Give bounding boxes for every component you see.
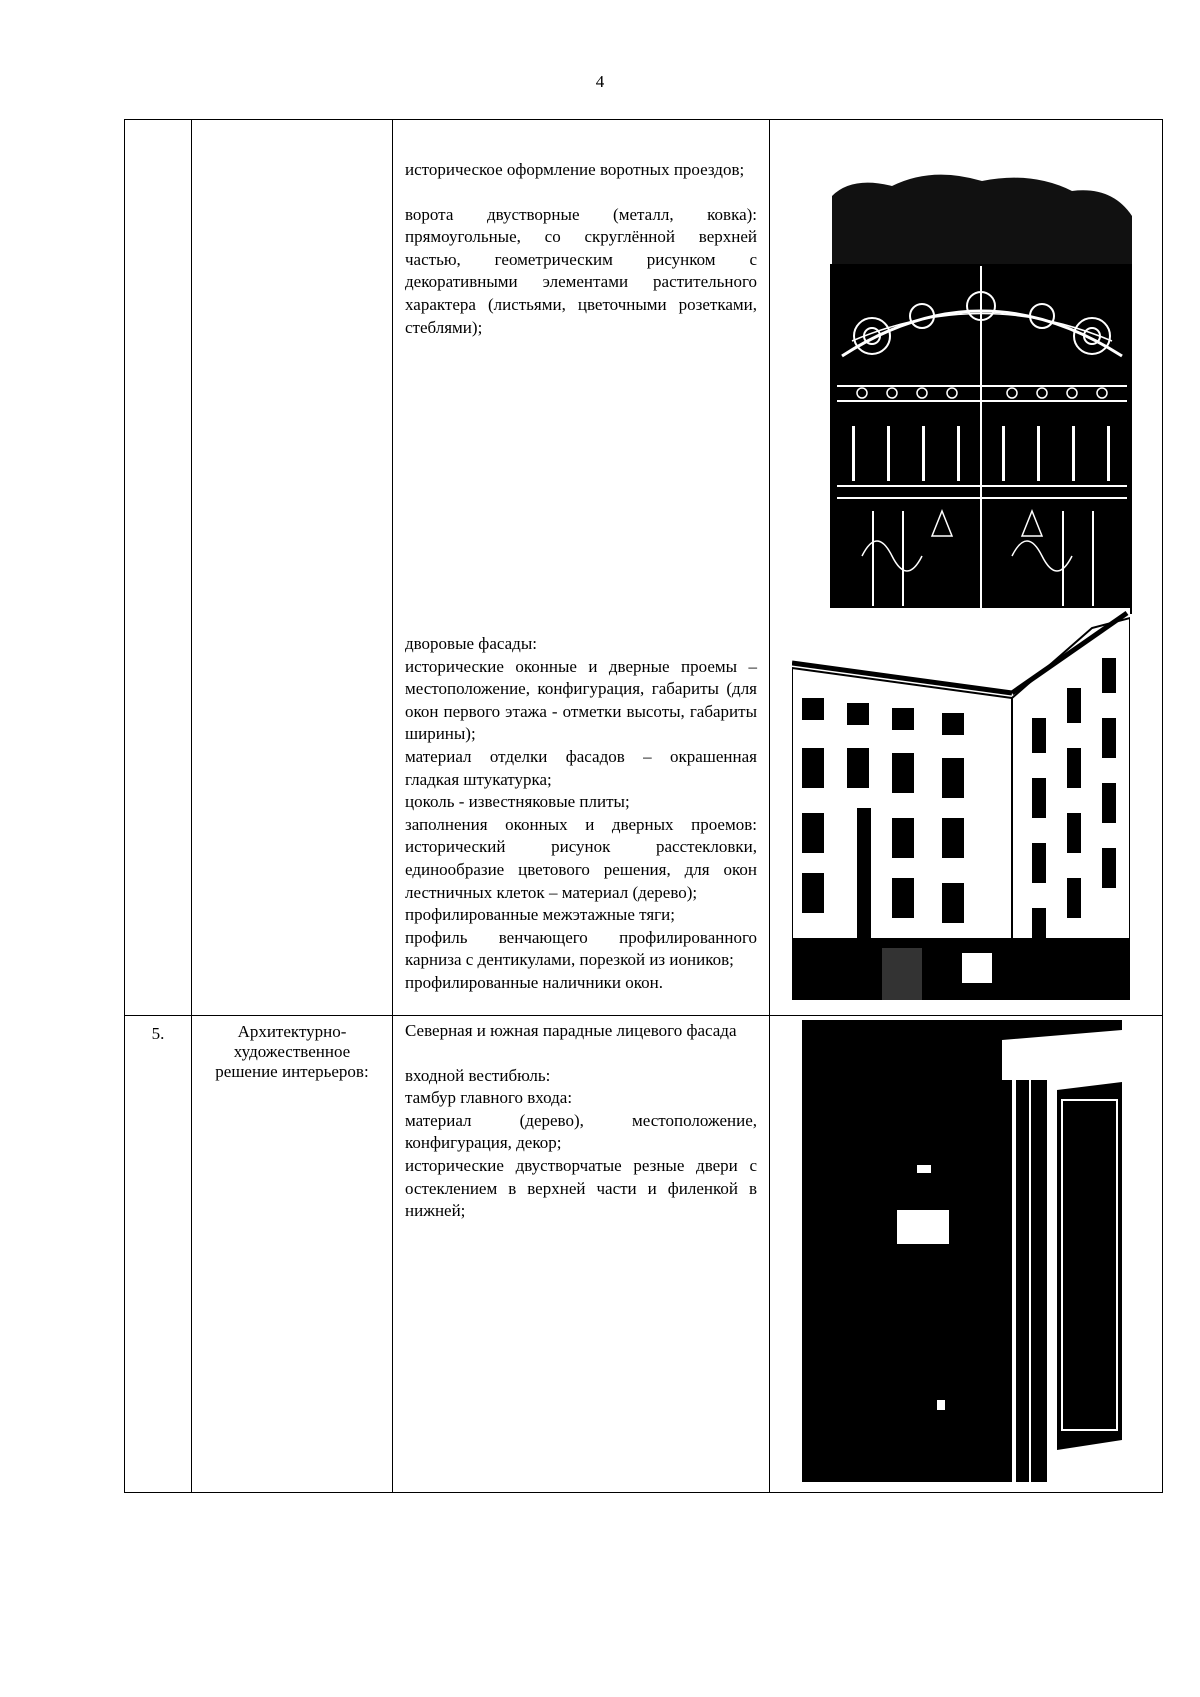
- paragraph: цоколь - известняковые плиты;: [405, 792, 630, 812]
- paragraph: материал отделки фасадов – окрашенная гладкая штукатурка;: [405, 746, 757, 789]
- wrought-iron-gate-photo: [812, 156, 1150, 626]
- paragraph: материал (дерево), местоположение, конфигурация, декор;: [405, 1110, 757, 1153]
- paragraph: профиль венчающего профилированного карниза с дентикулами, порезкой из иоников;: [405, 927, 757, 970]
- row-name-cell: Архитектурно-художественное решение интерьеров:: [192, 1016, 393, 1493]
- document-table: [124, 119, 1163, 1493]
- photo-cell: [770, 120, 1163, 1016]
- paragraph: исторические оконные и дверные проемы – местоположение, конфигурация, габариты (для окон первого этажа - отметки высоты, габариты ширины);: [405, 656, 757, 744]
- row-name-cell: [192, 120, 393, 1016]
- row-number-cell: [125, 120, 192, 1016]
- paragraph: профилированные наличники окон.: [405, 972, 664, 992]
- paragraph: Северная и южная парадные лицевого фасада: [405, 1021, 737, 1040]
- paragraph: тамбур главного входа:: [405, 1088, 573, 1108]
- table-row: [125, 1016, 1163, 1493]
- page-number: 4: [595, 72, 605, 91]
- table-row: [125, 120, 1163, 1016]
- paragraph: исторические двустворчатые резные двери с остеклением в верхней части и филенкой в нижней;: [405, 1155, 757, 1221]
- row-number-cell: 5.: [125, 1016, 192, 1493]
- description-cell: [393, 120, 770, 1016]
- paragraph: заполнения оконных и дверных проемов: исторический рисунок расстекловки, единообразие цветового решения, для окон лестничных клеток – материал (дерево);: [405, 814, 757, 902]
- photo-cell: [770, 1016, 1163, 1493]
- blank-line: [405, 1043, 757, 1065]
- paragraph: профилированные межэтажные тяги;: [405, 905, 675, 925]
- paragraph: входной вестибюль:: [405, 1065, 551, 1085]
- paragraph: дворовые фасады:: [405, 634, 537, 653]
- courtyard-facades-photo: [792, 608, 1130, 1000]
- blank-line: [405, 182, 757, 204]
- vestibule-description: [405, 1020, 757, 1223]
- paragraph: ворота двустворные (металл, ковка): прямоугольные, со скруглённой верхней частью, геометрическим рисунком с декоративными элементами растительного характера (листьями, цветочными розетками, стеблями);: [405, 204, 757, 337]
- gate-description: [405, 159, 757, 339]
- paragraph: историческое оформление воротных проездов;: [405, 160, 745, 179]
- courtyard-description: [405, 633, 757, 995]
- entrance-vestibule-photo: [802, 1020, 1122, 1482]
- description-cell: [393, 1016, 770, 1493]
